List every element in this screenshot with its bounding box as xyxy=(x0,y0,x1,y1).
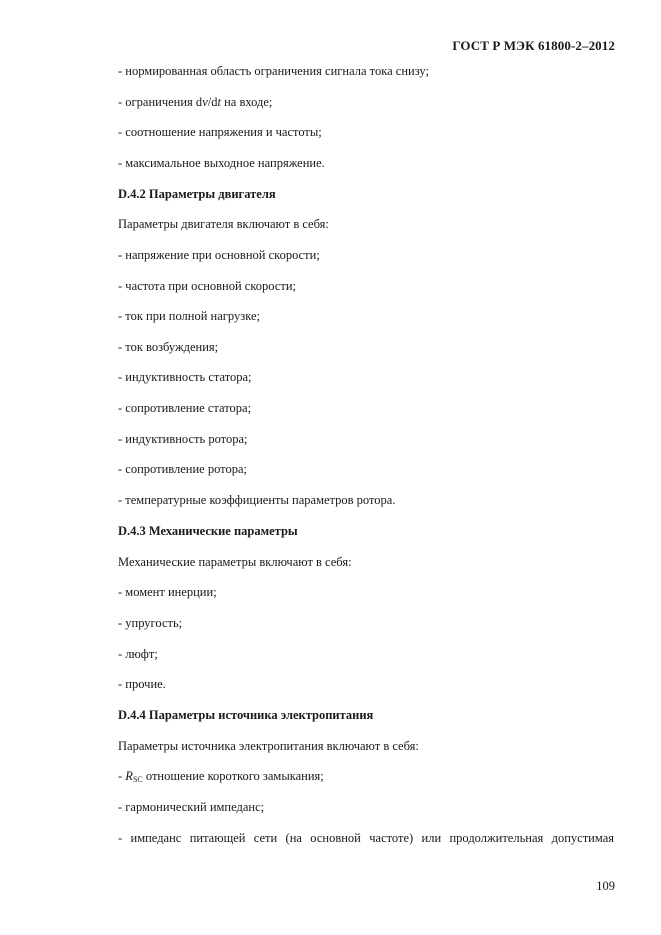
document-header: ГОСТ Р МЭК 61800-2–2012 xyxy=(452,38,615,53)
section-intro-d42: Параметры двигателя включают в себя: xyxy=(118,217,329,231)
list-item: - момент инерции; xyxy=(118,585,217,599)
list-item: - индуктивность ротора; xyxy=(118,432,248,446)
list-item: - напряжение при основной скорости; xyxy=(118,248,320,262)
rsc-subscript: SC xyxy=(132,775,143,784)
rsc-dash: - xyxy=(118,769,126,783)
dvdt-v: v xyxy=(202,95,208,109)
list-item: - люфт; xyxy=(118,647,158,661)
list-item: - сопротивление статора; xyxy=(118,401,252,415)
rsc-symbol: R xyxy=(125,769,133,783)
list-item-justified: - импеданс питающей сети (на основной частоте) или продолжительная допустимая xyxy=(118,831,614,845)
rsc-text: отношение короткого замыкания; xyxy=(142,769,324,783)
section-heading-d42: D.4.2 Параметры двигателя xyxy=(118,187,276,201)
dvdt-slash: /d xyxy=(207,95,218,109)
dvdt-prefix: - ограничения d xyxy=(118,95,203,109)
section-heading-d44: D.4.4 Параметры источника электропитания xyxy=(118,708,374,722)
list-item: - соотношение напряжения и частоты; xyxy=(118,125,322,139)
list-item: - упругость; xyxy=(118,616,183,630)
dvdt-suffix: на входе; xyxy=(220,95,273,109)
section-intro-d43: Механические параметры включают в себя: xyxy=(118,555,352,569)
list-item: - сопротивление ротора; xyxy=(118,462,247,476)
section-heading-d43: D.4.3 Механические параметры xyxy=(118,524,298,538)
list-item: - ток при полной нагрузке; xyxy=(118,309,260,323)
list-item: - прочие. xyxy=(118,677,166,691)
list-item: - максимальное выходное напряжение. xyxy=(118,156,325,170)
list-item: - нормированная область ограничения сигнала тока снизу; xyxy=(118,64,429,78)
list-item-rsc xyxy=(118,769,324,784)
list-item: - индуктивность статора; xyxy=(118,370,252,384)
page-number: 109 xyxy=(596,879,615,893)
list-item: - ток возбуждения; xyxy=(118,340,219,354)
list-item-dvdt xyxy=(118,95,272,110)
list-item: - температурные коэффициенты параметров ротора. xyxy=(118,493,396,507)
list-item: - гармонический импеданс; xyxy=(118,800,265,814)
list-item: - частота при основной скорости; xyxy=(118,279,297,293)
section-intro-d44: Параметры источника электропитания включают в себя: xyxy=(118,739,419,753)
dvdt-t: t xyxy=(217,95,221,109)
